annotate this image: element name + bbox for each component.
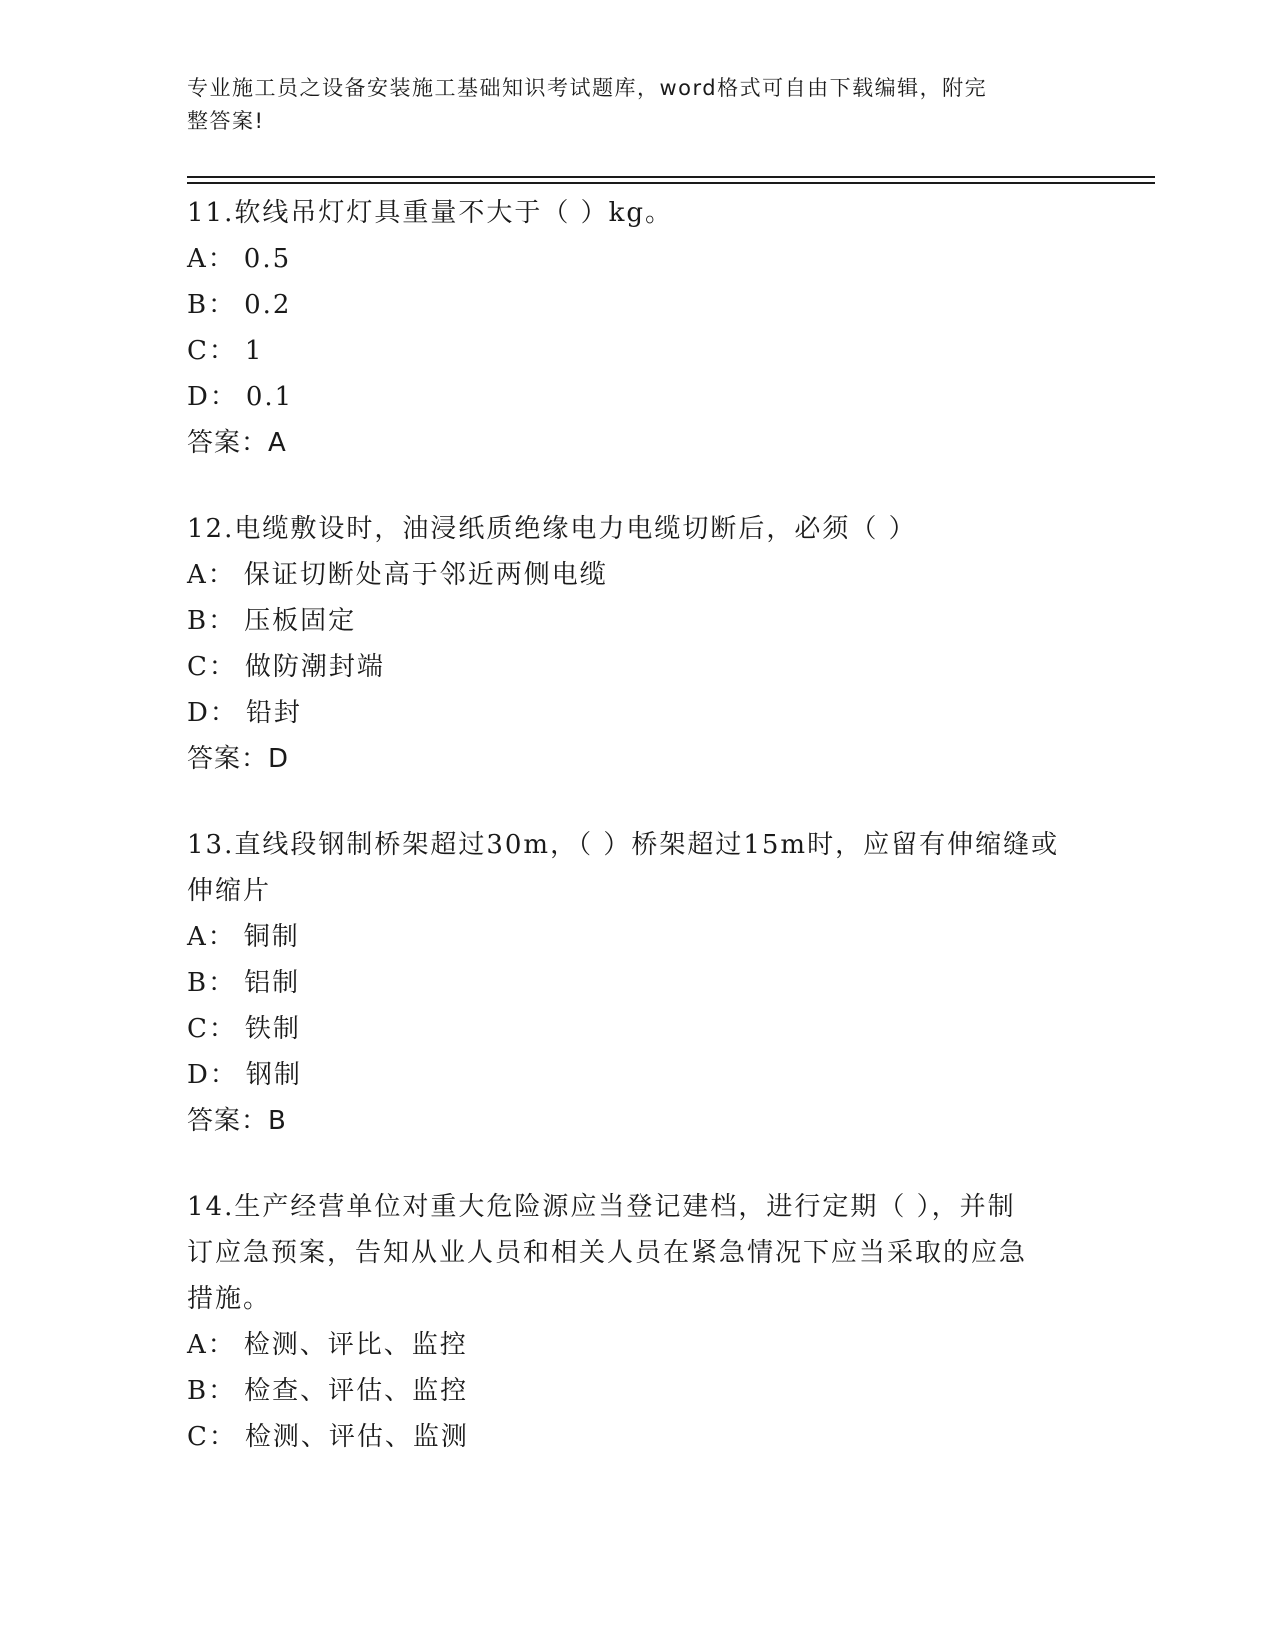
option-d bbox=[187, 690, 1087, 736]
option-text: 铝制 bbox=[244, 968, 301, 998]
option-key: C： bbox=[187, 1422, 237, 1452]
option-key: D： bbox=[187, 1060, 238, 1090]
option-a bbox=[187, 552, 1087, 598]
question-14 bbox=[187, 1184, 1087, 1460]
question-list bbox=[187, 190, 1087, 1460]
option-d bbox=[187, 1052, 1087, 1098]
option-key: B： bbox=[187, 1376, 237, 1406]
option-c bbox=[187, 328, 1087, 374]
option-b bbox=[187, 598, 1087, 644]
option-key: D： bbox=[187, 698, 238, 728]
answer-line: 答案：B bbox=[187, 1106, 287, 1136]
option-key: A： bbox=[187, 922, 236, 952]
option-text: 铁制 bbox=[244, 1014, 301, 1044]
option-text: 0.5 bbox=[243, 244, 292, 274]
header-line-1: 专业施工员之设备安装施工基础知识考试题库，word格式可自由下载编辑，附完 bbox=[187, 76, 988, 100]
option-text: 检测、评比、监控 bbox=[243, 1330, 468, 1360]
option-text: 检测、评估、监测 bbox=[244, 1422, 469, 1452]
question-stem: 13.直线段钢制桥架超过30m，（ ）桥架超过15m时，应留有伸缩缝或 bbox=[187, 830, 1060, 860]
option-key: B： bbox=[187, 606, 237, 636]
question-stem: 14.生产经营单位对重大危险源应当登记建档，进行定期（ ），并制 bbox=[187, 1192, 1016, 1222]
option-text: 0.2 bbox=[244, 290, 292, 320]
option-text: 钢制 bbox=[245, 1060, 302, 1090]
question-spacer bbox=[187, 1144, 1087, 1184]
option-key: C： bbox=[187, 336, 237, 366]
option-key: D： bbox=[187, 382, 238, 412]
question-spacer bbox=[187, 466, 1087, 506]
header-divider-bottom bbox=[187, 182, 1155, 184]
document-header bbox=[187, 72, 1067, 138]
option-text: 压板固定 bbox=[244, 606, 357, 636]
option-key: B： bbox=[187, 968, 237, 998]
header-divider-top bbox=[187, 176, 1155, 178]
question-stem-continued: 措施。 bbox=[187, 1284, 272, 1314]
header-line-2: 整答案! bbox=[187, 109, 265, 133]
question-spacer bbox=[187, 782, 1087, 822]
answer-line: 答案：D bbox=[187, 744, 290, 774]
option-b bbox=[187, 960, 1087, 1006]
option-text: 铜制 bbox=[243, 922, 300, 952]
option-key: A： bbox=[187, 1330, 236, 1360]
option-text: 检查、评估、监控 bbox=[244, 1376, 469, 1406]
option-a bbox=[187, 1322, 1087, 1368]
option-d bbox=[187, 374, 1087, 420]
question-stem: 11.软线吊灯灯具重量不大于（ ）kg。 bbox=[187, 198, 674, 228]
option-key: A： bbox=[187, 244, 236, 274]
option-text: 保证切断处高于邻近两侧电缆 bbox=[243, 560, 608, 590]
question-12 bbox=[187, 506, 1087, 782]
question-11 bbox=[187, 190, 1087, 466]
option-key: B： bbox=[187, 290, 237, 320]
option-c bbox=[187, 644, 1087, 690]
question-stem-continued: 订应急预案，告知从业人员和相关人员在紧急情况下应当采取的应急 bbox=[187, 1238, 1028, 1268]
answer-line: 答案：A bbox=[187, 428, 287, 458]
option-key: A： bbox=[187, 560, 236, 590]
option-a bbox=[187, 236, 1087, 282]
option-a bbox=[187, 914, 1087, 960]
option-text: 1 bbox=[244, 336, 264, 366]
option-text: 做防潮封端 bbox=[244, 652, 385, 682]
option-key: C： bbox=[187, 1014, 237, 1044]
question-stem: 12.电缆敷设时，油浸纸质绝缘电力电缆切断后，必须（ ） bbox=[187, 514, 917, 544]
option-key: C： bbox=[187, 652, 237, 682]
question-stem-continued: 伸缩片 bbox=[187, 876, 272, 906]
option-text: 0.1 bbox=[245, 382, 294, 412]
option-text: 铅封 bbox=[245, 698, 302, 728]
option-c bbox=[187, 1414, 1087, 1460]
question-13 bbox=[187, 822, 1087, 1144]
option-b bbox=[187, 1368, 1087, 1414]
option-b bbox=[187, 282, 1087, 328]
option-c bbox=[187, 1006, 1087, 1052]
